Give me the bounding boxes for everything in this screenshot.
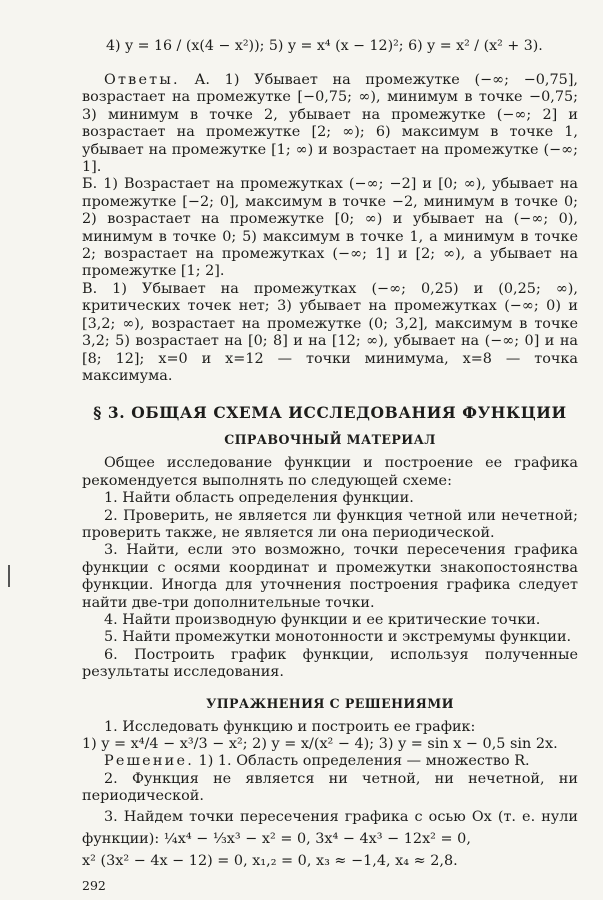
scheme-step-3: 3. Найти, если это возможно, точки пересечения графика функции с осями координат и промежутки знакопостоянства функции. Иногда для уточнения построения графика следует найти две-три дополнительные точки. bbox=[82, 542, 578, 611]
scheme-list bbox=[82, 455, 578, 681]
page bbox=[82, 28, 578, 893]
solution-2: 2. Функция не является ни четной, ни нечетной, ни периодической. bbox=[82, 770, 578, 805]
exercises-title: УПРАЖНЕНИЯ С РЕШЕНИЯМИ bbox=[206, 695, 454, 711]
answers-block bbox=[82, 72, 578, 385]
section-subtitle: СПРАВОЧНЫЙ МАТЕРИАЛ bbox=[224, 432, 436, 448]
exercise-task: 1. Исследовать функцию и построить ее график: bbox=[104, 718, 476, 735]
scheme-step-1: 1. Найти область определения функции. bbox=[104, 490, 414, 507]
scheme-step-5: 5. Найти промежутки монотонности и экстремумы функции. bbox=[104, 629, 572, 646]
section-title: § 3. ОБЩАЯ СХЕМА ИССЛЕДОВАНИЯ ФУНКЦИИ bbox=[93, 403, 567, 423]
solution-label: Решение. bbox=[104, 753, 194, 770]
answers-c: В. 1) Убывает на промежутках (−∞; 0,25) и (0,25; ∞), критических точек нет; 3) убывает на промежутках (−∞; 0) и [3,2; ∞), возрастает на промежутке (0; 3,2], максимум в точке 3,2; 5) возрастает на [0; 8] и на [12; ∞), убывает на (−∞; 0] и на [8; 12]; x=0 и x=12 — точки минимума, x=8 — точка максимума. bbox=[82, 280, 578, 384]
scheme-step-2: 2. Проверить, не является ли функция четной или нечетной; проверить также, не является ли она периодической. bbox=[82, 507, 578, 541]
scheme-step-4: 4. Найти производную функции и ее критические точки. bbox=[104, 611, 541, 628]
solution-1: 1) 1. Область определения — множество R. bbox=[198, 753, 530, 770]
exercise-functions: 1) y = x⁴/4 − x³/3 − x²; 2) y = x/(x² − 4); 3) y = sin x − 0,5 sin 2x. bbox=[82, 736, 558, 752]
solution-3: 3. Найдем точки пересечения графика с осью Ox (т. е. нули функции): ¼x⁴ − ⅓x³ − x² = 0, 3x⁴ − 4x³ − 12x² = 0, bbox=[82, 808, 578, 847]
page-number: 292 bbox=[82, 877, 106, 893]
exercises-block bbox=[82, 719, 578, 872]
solution-4: x² (3x² − 4x − 12) = 0, x₁,₂ = 0, x₃ ≈ −1,4, x₄ ≈ 2,8. bbox=[82, 852, 458, 869]
solution-line-1 bbox=[82, 753, 578, 770]
answers-b: Б. 1) Возрастает на промежутках (−∞; −2] и [0; ∞), убывает на промежутке [−2; 0], максимум в точке −2, минимум в точке 0; 2) возрастает на промежутке [0; ∞) и убывает на (−∞; 0), минимум в точке 0; 5) максимум в точке 1, а минимум в точке 2; возрастает на промежутках (−∞; 1] и [2; ∞), а убывает на промежутке [1; 2]. bbox=[82, 176, 578, 280]
scheme-intro: Общее исследование функции и построение ее графика рекомендуется выполнять по следующей схеме: bbox=[82, 455, 578, 489]
answers-label: Ответы. bbox=[104, 72, 180, 88]
margin-line-mark bbox=[8, 565, 10, 587]
exercise-equations-4-6: 4) y = 16 / (x(4 − x²)); 5) y = x⁴ (x − 12)²; 6) y = x² / (x² + 3). bbox=[106, 38, 543, 54]
answers-a-text: А. 1) Убывает на промежутке (−∞; −0,75], возрастает на промежутке [−0,75; ∞), минимум в точке −0,75; 3) минимум в точке 2, убывает на промежутке (−∞; 2] и возрастает на промежутке [2; ∞); 6) максимум в точке 1, убывает на промежутке [1; ∞) и возрастает на промежутке (−∞; 1]. bbox=[82, 72, 579, 176]
answers-a bbox=[82, 72, 578, 176]
scheme-step-6: 6. Построить график функции, используя полученные результаты исследования. bbox=[82, 646, 578, 681]
